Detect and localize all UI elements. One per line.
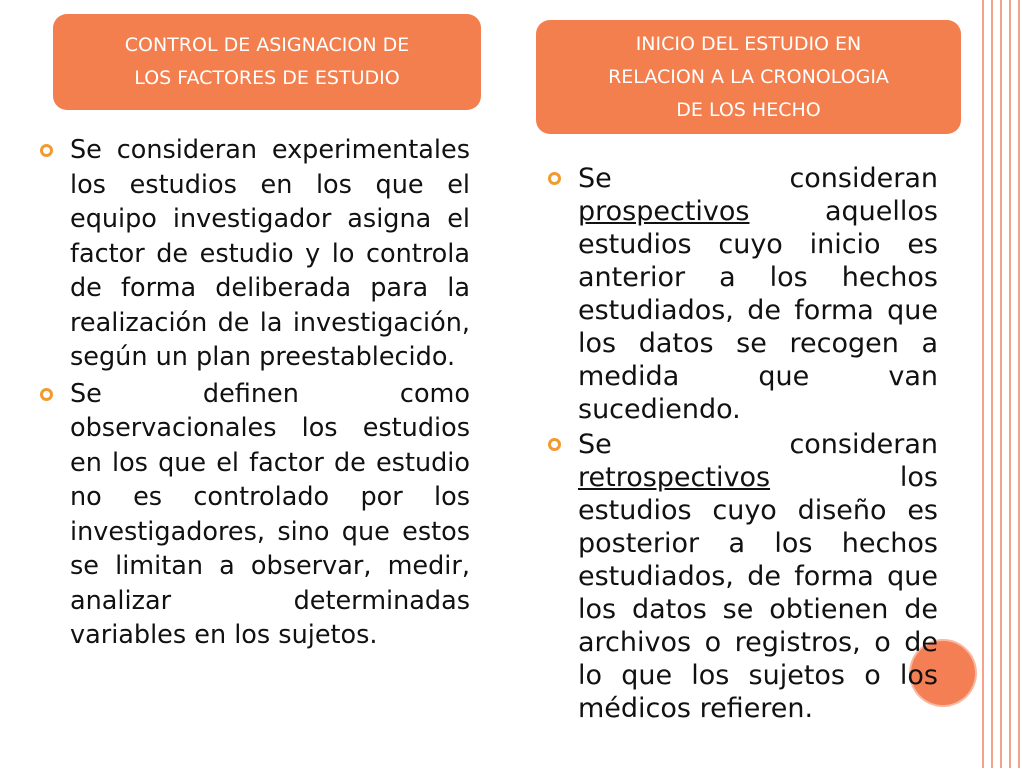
right-bullet-retrospective [548,428,938,725]
right-header-line-2: RELACION A LA CRONOLOGIA [608,65,889,88]
right-header-box [536,20,961,134]
right-header-line-3: DE LOS HECHO [676,98,821,121]
bullet-circle-icon [40,388,53,401]
bullet-text-pre: Se consideran [578,429,938,460]
bullet-circle-icon [548,438,561,451]
left-header-line-1: CONTROL DE ASIGNACION DE [124,34,410,56]
bullet-text: Se consideran experimentales los estudios en los que el equipo investigador asigna el factor de estudio y lo controla de forma deliberada para la realización de la investigación, según un plan preestablecido. [70,135,470,372]
left-bullet-observational [40,377,470,653]
left-header-box [53,14,481,110]
right-bullet-prospective [548,162,938,426]
decorative-stripes [980,0,1024,768]
bullet-text: Se definen como observacionales los estudios en los que el factor de estudio no es controlado por los investigadores, sino que estos se limitan a observar, medir, analizar determinadas variables en los sujetos. [70,378,470,650]
term-prospectivos: prospectivos [578,196,750,227]
bullet-text-post: los estudios cuyo diseño es posterior a los hechos estudiados, de forma que los datos se obtienen de archivos o registros, o de lo que los sujetos o los médicos refieren. [578,462,938,724]
left-bullet-experimental [40,133,470,375]
bullet-circle-icon [40,144,53,157]
right-header-line-1: INICIO DEL ESTUDIO EN [635,32,862,55]
bullet-text-post: aquellos estudios cuyo inicio es anterior a los hechos estudiados, de forma que los datos se recogen a medida que van sucediendo. [578,196,938,425]
left-column [40,133,470,655]
bullet-circle-icon [548,172,561,185]
right-column [548,162,938,727]
left-header-line-2: LOS FACTORES DE ESTUDIO [134,67,400,89]
bullet-text-pre: Se consideran [578,163,938,194]
term-retrospectivos: retrospectivos [578,462,771,493]
